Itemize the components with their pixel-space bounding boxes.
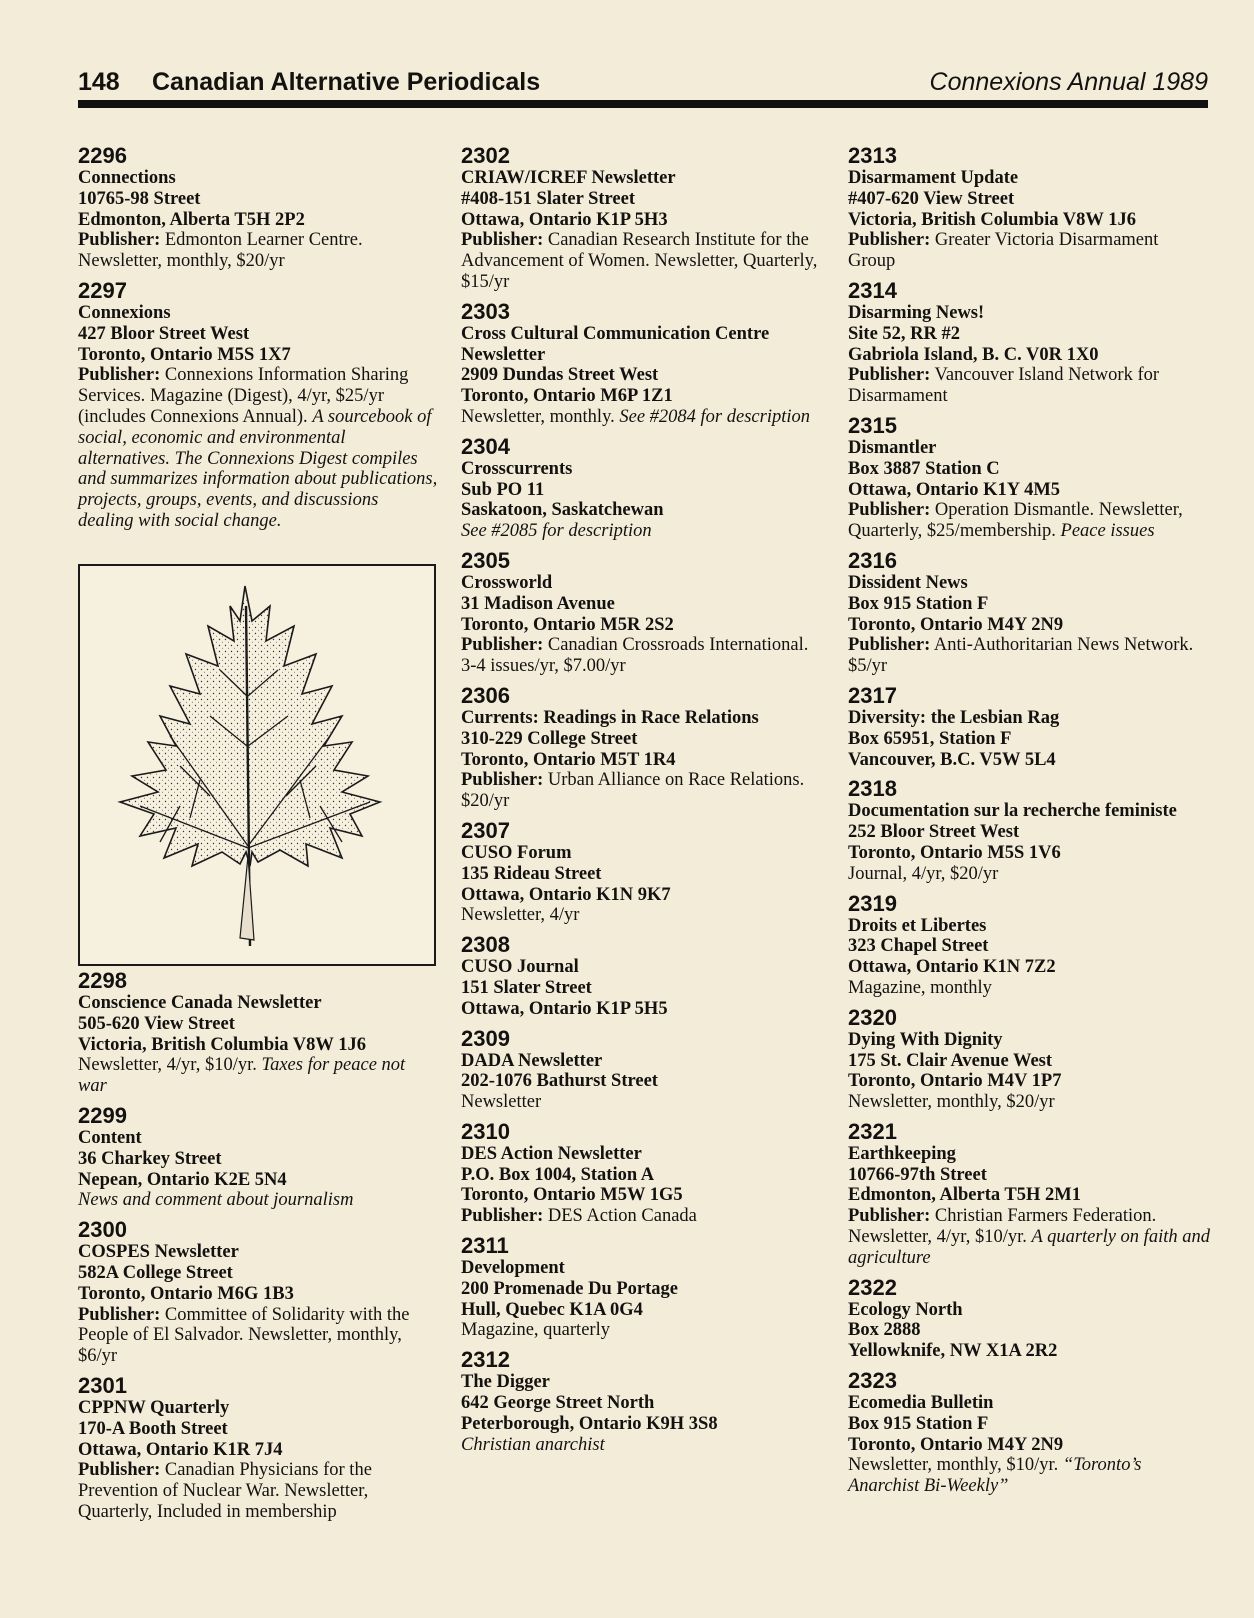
entry-title: Currents: Readings in Race Relations bbox=[461, 707, 759, 728]
entry-details: Newsletter, Quarterly, $15/yr bbox=[461, 251, 818, 292]
entry-number: 2300 bbox=[78, 1217, 127, 1243]
entry-address-line: Sub PO 11 bbox=[461, 479, 545, 500]
entry-number: 2321 bbox=[848, 1118, 897, 1144]
entry-description bbox=[461, 407, 823, 428]
section-title: Canadian Alternative Periodicals bbox=[152, 68, 541, 96]
entry-title: Documentation sur la recherche feministe bbox=[848, 801, 1177, 822]
entry-address-line: Vancouver, B.C. V5W 5L4 bbox=[848, 749, 1056, 770]
entry-address-line: 151 Slater Street bbox=[461, 977, 592, 998]
directory-entry bbox=[78, 278, 438, 532]
entry-title: Connexions bbox=[78, 302, 171, 323]
entry-title: Content bbox=[78, 1127, 142, 1148]
publisher-name: DES Action Canada bbox=[547, 1206, 697, 1227]
entry-address-line: Box 3887 Station C bbox=[848, 458, 1000, 479]
entry-number: 2318 bbox=[848, 776, 897, 802]
entry-number: 2298 bbox=[78, 968, 127, 993]
entry-title: Diversity: the Lesbian Rag bbox=[848, 707, 1060, 728]
entry-address-line: Toronto, Ontario M5S 1X7 bbox=[78, 344, 291, 365]
entry-note: Christian anarchist bbox=[461, 1434, 605, 1455]
directory-entry bbox=[848, 776, 1210, 884]
entry-description bbox=[78, 1460, 438, 1522]
entry-address-line: Gabriola Island, B. C. V0R 1X0 bbox=[848, 344, 1099, 365]
publisher-name: Canadian Research Institute for the Advancement of Women. bbox=[461, 230, 809, 272]
publisher-label: Publisher: bbox=[848, 500, 931, 521]
entry-number: 2306 bbox=[461, 682, 510, 708]
entry-note: A sourcebook of social, economic and environmental alternatives. The Connexions Digest compiles and summarizes information about publications, projects, groups, events, and discussions dealing with social change. bbox=[78, 406, 438, 531]
entry-description bbox=[848, 864, 1210, 885]
entry-description bbox=[461, 1320, 823, 1341]
directory-entry bbox=[848, 143, 1210, 272]
publisher-label: Publisher: bbox=[461, 1206, 544, 1227]
entry-note: News and comment about journalism bbox=[78, 1190, 354, 1211]
directory-entry bbox=[848, 1275, 1210, 1362]
publisher-name: Operation Dismantle. bbox=[934, 500, 1095, 521]
directory-entry bbox=[461, 932, 823, 1019]
entry-title: Crossworld bbox=[461, 572, 553, 593]
entry-details: Magazine (Digest), 4/yr, $25/yr (includes Connexions Annual). bbox=[78, 386, 384, 427]
entry-address-line: Toronto, Ontario M5W 1G5 bbox=[461, 1185, 683, 1206]
publisher-name: Canadian Physicians for the Prevention of Nuclear War. bbox=[78, 1460, 372, 1502]
publisher-name: Christian Farmers Federation. bbox=[934, 1206, 1157, 1227]
entry-address-line: Victoria, British Columbia V8W 1J6 bbox=[78, 1034, 366, 1055]
publisher-label: Publisher: bbox=[848, 635, 931, 656]
entry-address-line: 505-620 View Street bbox=[78, 1013, 235, 1034]
directory-entry bbox=[461, 1026, 823, 1113]
publisher-label: Publisher: bbox=[78, 365, 161, 386]
directory-entry bbox=[461, 299, 823, 428]
entry-number: 2307 bbox=[461, 817, 510, 843]
header-rule bbox=[78, 100, 1208, 108]
entry-address-line: Yellowknife, NW X1A 2R2 bbox=[848, 1341, 1058, 1362]
publisher-name: Committee of Solidarity with the People of El Salvador. bbox=[78, 1304, 410, 1346]
entry-number: 2303 bbox=[461, 298, 510, 324]
entry-details: $5/yr bbox=[848, 656, 888, 677]
entry-address-line: Saskatoon, Saskatchewan bbox=[461, 500, 664, 521]
entry-title: Disarmament Update bbox=[848, 168, 1019, 188]
entry-address-line: Toronto, Ontario M6P 1Z1 bbox=[461, 386, 673, 407]
entry-address-line: 642 George Street North bbox=[461, 1393, 655, 1414]
entry-number: 2305 bbox=[461, 547, 510, 573]
entry-address-line: #407-620 View Street bbox=[848, 188, 1015, 209]
entry-address-line: Box 2888 bbox=[848, 1320, 921, 1341]
publisher-name: Vancouver Island Network for Disarmament bbox=[848, 365, 1160, 407]
entry-title: Conscience Canada Newsletter bbox=[78, 993, 322, 1013]
entry-description bbox=[461, 521, 823, 542]
entry-title: Dissident News bbox=[848, 572, 968, 593]
entry-address-line: P.O. Box 1004, Station A bbox=[461, 1164, 655, 1185]
entry-details: Newsletter, monthly, $10/yr. bbox=[848, 1455, 1059, 1476]
entry-details: Newsletter, monthly, $20/yr bbox=[78, 251, 285, 272]
entry-address-line: 170-A Booth Street bbox=[78, 1418, 228, 1439]
entry-description bbox=[848, 635, 1210, 677]
entry-address-line: Toronto, Ontario M6G 1B3 bbox=[78, 1283, 294, 1304]
directory-entry bbox=[461, 1347, 823, 1455]
directory-entry bbox=[461, 1233, 823, 1341]
entry-title: CRIAW/ICREF Newsletter bbox=[461, 168, 676, 188]
entry-address-line: 252 Bloor Street West bbox=[848, 822, 1020, 843]
directory-entry bbox=[461, 683, 823, 812]
entry-title: Ecomedia Bulletin bbox=[848, 1393, 994, 1414]
entry-number: 2310 bbox=[461, 1118, 510, 1144]
entry-details: $20/yr bbox=[461, 791, 510, 812]
entry-number: 2314 bbox=[848, 277, 897, 303]
entry-address-line: 31 Madison Avenue bbox=[461, 593, 615, 614]
entry-details: Newsletter, monthly, $6/yr bbox=[78, 1325, 402, 1367]
directory-entry bbox=[78, 968, 438, 1097]
entry-title: CPPNW Quarterly bbox=[78, 1397, 230, 1418]
entry-number: 2308 bbox=[461, 932, 510, 958]
entry-details: Newsletter, monthly. bbox=[461, 406, 615, 427]
directory-entry bbox=[848, 278, 1210, 407]
publisher-label: Publisher: bbox=[461, 635, 544, 656]
entry-description bbox=[848, 978, 1210, 999]
entry-address-line: Box 915 Station F bbox=[848, 593, 989, 614]
entry-address-line: Hull, Quebec K1A 0G4 bbox=[461, 1299, 643, 1320]
directory-entry bbox=[461, 818, 823, 926]
entry-description bbox=[78, 1190, 438, 1211]
entry-number: 2309 bbox=[461, 1025, 510, 1051]
publisher-name: Connexions Information Sharing Services. bbox=[78, 365, 409, 407]
directory-entry bbox=[461, 1119, 823, 1227]
page-number: 148 bbox=[78, 68, 120, 96]
entry-title: Connections bbox=[78, 168, 176, 188]
entry-title: Disarming News! bbox=[848, 302, 985, 323]
entry-address-line: Nepean, Ontario K2E 5N4 bbox=[78, 1169, 287, 1190]
entry-description bbox=[461, 635, 823, 677]
publisher-name: Canadian Crossroads International. bbox=[547, 635, 809, 656]
entry-address-line: Box 65951, Station F bbox=[848, 728, 1012, 749]
entry-note: A quarterly on faith and agriculture bbox=[848, 1227, 1210, 1268]
entry-address-line: Ottawa, Ontario K1N 9K7 bbox=[461, 884, 671, 905]
directory-entry bbox=[461, 143, 823, 293]
maple-leaf-figure bbox=[78, 564, 436, 966]
entry-title: Dismantler bbox=[848, 437, 937, 458]
publisher-label: Publisher: bbox=[78, 230, 161, 251]
entry-address-line: Site 52, RR #2 bbox=[848, 323, 961, 344]
directory-entry bbox=[848, 413, 1210, 542]
entry-number: 2301 bbox=[78, 1372, 127, 1398]
entry-address-line: 36 Charkey Street bbox=[78, 1148, 222, 1169]
entry-description bbox=[848, 1092, 1210, 1113]
entry-number: 2304 bbox=[461, 433, 510, 459]
entry-address-line: 427 Bloor Street West bbox=[78, 323, 250, 344]
entry-description bbox=[848, 230, 1210, 272]
entry-title: DADA Newsletter bbox=[461, 1050, 603, 1071]
entry-number: 2296 bbox=[78, 143, 127, 168]
publisher-name: Edmonton Learner Centre. bbox=[164, 230, 363, 251]
publisher-label: Publisher: bbox=[461, 770, 544, 791]
entry-title: Development bbox=[461, 1258, 565, 1279]
directory-entry bbox=[461, 548, 823, 677]
page-header bbox=[78, 62, 1208, 102]
column-1-bottom bbox=[78, 968, 438, 1529]
entry-details: Newsletter bbox=[461, 1092, 542, 1113]
entry-address-line: 200 Promenade Du Portage bbox=[461, 1278, 678, 1299]
entry-number: 2299 bbox=[78, 1102, 127, 1128]
entry-address-line: Edmonton, Alberta T5H 2M1 bbox=[848, 1185, 1081, 1206]
entry-address-line: 10765-98 Street bbox=[78, 188, 201, 209]
entry-address-line: Ottawa, Ontario K1P 5H5 bbox=[461, 998, 668, 1019]
entry-address-line: Box 915 Station F bbox=[848, 1413, 989, 1434]
directory-entry bbox=[848, 1119, 1210, 1269]
entry-address-line: Ottawa, Ontario K1N 7Z2 bbox=[848, 957, 1056, 978]
publisher-label: Publisher: bbox=[461, 230, 544, 251]
entry-address-line: Toronto, Ontario M5S 1V6 bbox=[848, 842, 1061, 863]
entry-number: 2302 bbox=[461, 143, 510, 168]
entry-address-line: 310-229 College Street bbox=[461, 728, 638, 749]
entry-title: Ecology North bbox=[848, 1299, 963, 1320]
entry-address-line: 202-1076 Bathurst Street bbox=[461, 1071, 658, 1092]
entry-number: 2311 bbox=[461, 1233, 509, 1259]
entry-number: 2319 bbox=[848, 890, 897, 916]
entry-description bbox=[461, 230, 823, 292]
entry-note: Peace issues bbox=[1060, 521, 1155, 542]
entry-title: Earthkeeping bbox=[848, 1143, 956, 1164]
directory-entry bbox=[848, 548, 1210, 677]
entry-address-line: #408-151 Slater Street bbox=[461, 188, 635, 209]
entry-number: 2323 bbox=[848, 1368, 897, 1394]
directory-entry bbox=[848, 1005, 1210, 1113]
entry-note: See #2084 for description bbox=[619, 406, 811, 427]
entry-address-line: Toronto, Ontario M5T 1R4 bbox=[461, 749, 676, 770]
entry-title: Crosscurrents bbox=[461, 458, 573, 479]
entry-description bbox=[848, 1455, 1210, 1497]
entry-number: 2297 bbox=[78, 277, 127, 303]
publisher-name: Greater Victoria Disarmament Group bbox=[848, 230, 1159, 272]
entry-number: 2320 bbox=[848, 1004, 897, 1030]
entry-address-line: Toronto, Ontario M4Y 2N9 bbox=[848, 614, 1064, 635]
entry-details: Newsletter, 4/yr bbox=[461, 905, 580, 926]
entry-title: The Digger bbox=[461, 1372, 550, 1393]
entry-details: Newsletter, 4/yr, $10/yr. bbox=[78, 1055, 257, 1076]
publisher-label: Publisher: bbox=[78, 1460, 161, 1481]
entry-number: 2322 bbox=[848, 1274, 897, 1300]
entry-details: 3-4 issues/yr, $7.00/yr bbox=[461, 656, 626, 677]
entry-number: 2317 bbox=[848, 682, 897, 708]
entry-title: CUSO Journal bbox=[461, 957, 579, 978]
entry-details: Newsletter, 4/yr, $10/yr. bbox=[848, 1227, 1027, 1248]
entry-address-line: 175 St. Clair Avenue West bbox=[848, 1050, 1053, 1071]
entry-address-line: Toronto, Ontario M5R 2S2 bbox=[461, 614, 674, 635]
directory-entry bbox=[78, 1217, 438, 1367]
entry-title: DES Action Newsletter bbox=[461, 1143, 642, 1164]
entry-number: 2315 bbox=[848, 412, 897, 438]
directory-entry bbox=[848, 683, 1210, 770]
entry-details: Newsletter, Quarterly, $25/membership. bbox=[848, 500, 1183, 542]
entry-address-line: Ottawa, Ontario K1R 7J4 bbox=[78, 1439, 283, 1460]
directory-entry bbox=[461, 434, 823, 542]
entry-description bbox=[461, 1435, 823, 1456]
entry-details: Newsletter, Quarterly, Included in membership bbox=[78, 1481, 369, 1522]
entry-address-line: Edmonton, Alberta T5H 2P2 bbox=[78, 209, 305, 230]
entry-description bbox=[461, 1206, 823, 1227]
entry-address-line: 10766-97th Street bbox=[848, 1164, 987, 1185]
publisher-name: Urban Alliance on Race Relations. bbox=[547, 770, 805, 791]
entry-title: Cross Cultural Communication Centre Newsletter bbox=[461, 323, 770, 365]
entry-address-line: Ottawa, Ontario K1P 5H3 bbox=[461, 209, 668, 230]
entry-details: Journal, 4/yr, $20/yr bbox=[848, 863, 999, 884]
publisher-label: Publisher: bbox=[848, 365, 931, 386]
directory-entry bbox=[848, 891, 1210, 999]
publisher-label: Publisher: bbox=[848, 1206, 931, 1227]
directory-entry bbox=[848, 1368, 1210, 1497]
column-3 bbox=[848, 143, 1210, 1503]
entry-details: Newsletter, monthly, $20/yr bbox=[848, 1092, 1055, 1113]
entry-address-line: Toronto, Ontario M4V 1P7 bbox=[848, 1071, 1062, 1092]
entry-description bbox=[848, 365, 1210, 407]
entry-note: See #2085 for description bbox=[461, 521, 652, 542]
entry-address-line: Ottawa, Ontario K1Y 4M5 bbox=[848, 479, 1061, 500]
directory-entry bbox=[78, 143, 438, 272]
entry-details: Magazine, monthly bbox=[848, 977, 992, 998]
column-2 bbox=[461, 143, 823, 1461]
entry-description bbox=[848, 500, 1210, 542]
entry-description bbox=[78, 1055, 438, 1097]
entry-title: Droits et Libertes bbox=[848, 915, 987, 936]
publisher-label: Publisher: bbox=[78, 1304, 161, 1325]
entry-description bbox=[78, 230, 438, 272]
entry-title: Dying With Dignity bbox=[848, 1029, 1003, 1050]
entry-address-line: 2909 Dundas Street West bbox=[461, 365, 659, 386]
entry-address-line: Toronto, Ontario M4Y 2N9 bbox=[848, 1434, 1064, 1455]
entry-description bbox=[78, 1305, 438, 1367]
maple-leaf-icon bbox=[80, 566, 434, 964]
entry-address-line: 135 Rideau Street bbox=[461, 863, 602, 884]
entry-note: “Toronto’s Anarchist Bi-Weekly” bbox=[848, 1455, 1142, 1497]
entry-description bbox=[848, 1206, 1210, 1268]
entry-number: 2313 bbox=[848, 143, 897, 168]
entry-number: 2312 bbox=[461, 1347, 510, 1373]
entry-address-line: 582A College Street bbox=[78, 1262, 233, 1283]
entry-description bbox=[461, 905, 823, 926]
entry-note: Taxes for peace not war bbox=[78, 1055, 406, 1097]
entry-title: COSPES Newsletter bbox=[78, 1242, 239, 1263]
publisher-label: Publisher: bbox=[848, 230, 931, 251]
publication-title: Connexions Annual 1989 bbox=[929, 68, 1208, 96]
entry-description bbox=[461, 1092, 823, 1113]
directory-entry bbox=[78, 1103, 438, 1211]
column-1-top bbox=[78, 143, 438, 538]
entry-address-line: Victoria, British Columbia V8W 1J6 bbox=[848, 209, 1136, 230]
entry-description bbox=[78, 365, 438, 531]
directory-entry bbox=[78, 1373, 438, 1523]
entry-number: 2316 bbox=[848, 547, 897, 573]
entry-address-line: 323 Chapel Street bbox=[848, 936, 989, 957]
entry-title: CUSO Forum bbox=[461, 842, 572, 863]
entry-description bbox=[461, 770, 823, 812]
publisher-name: Anti-Authoritarian News Network. bbox=[933, 635, 1194, 656]
entry-address-line: Peterborough, Ontario K9H 3S8 bbox=[461, 1413, 718, 1434]
entry-details: Magazine, quarterly bbox=[461, 1320, 610, 1341]
